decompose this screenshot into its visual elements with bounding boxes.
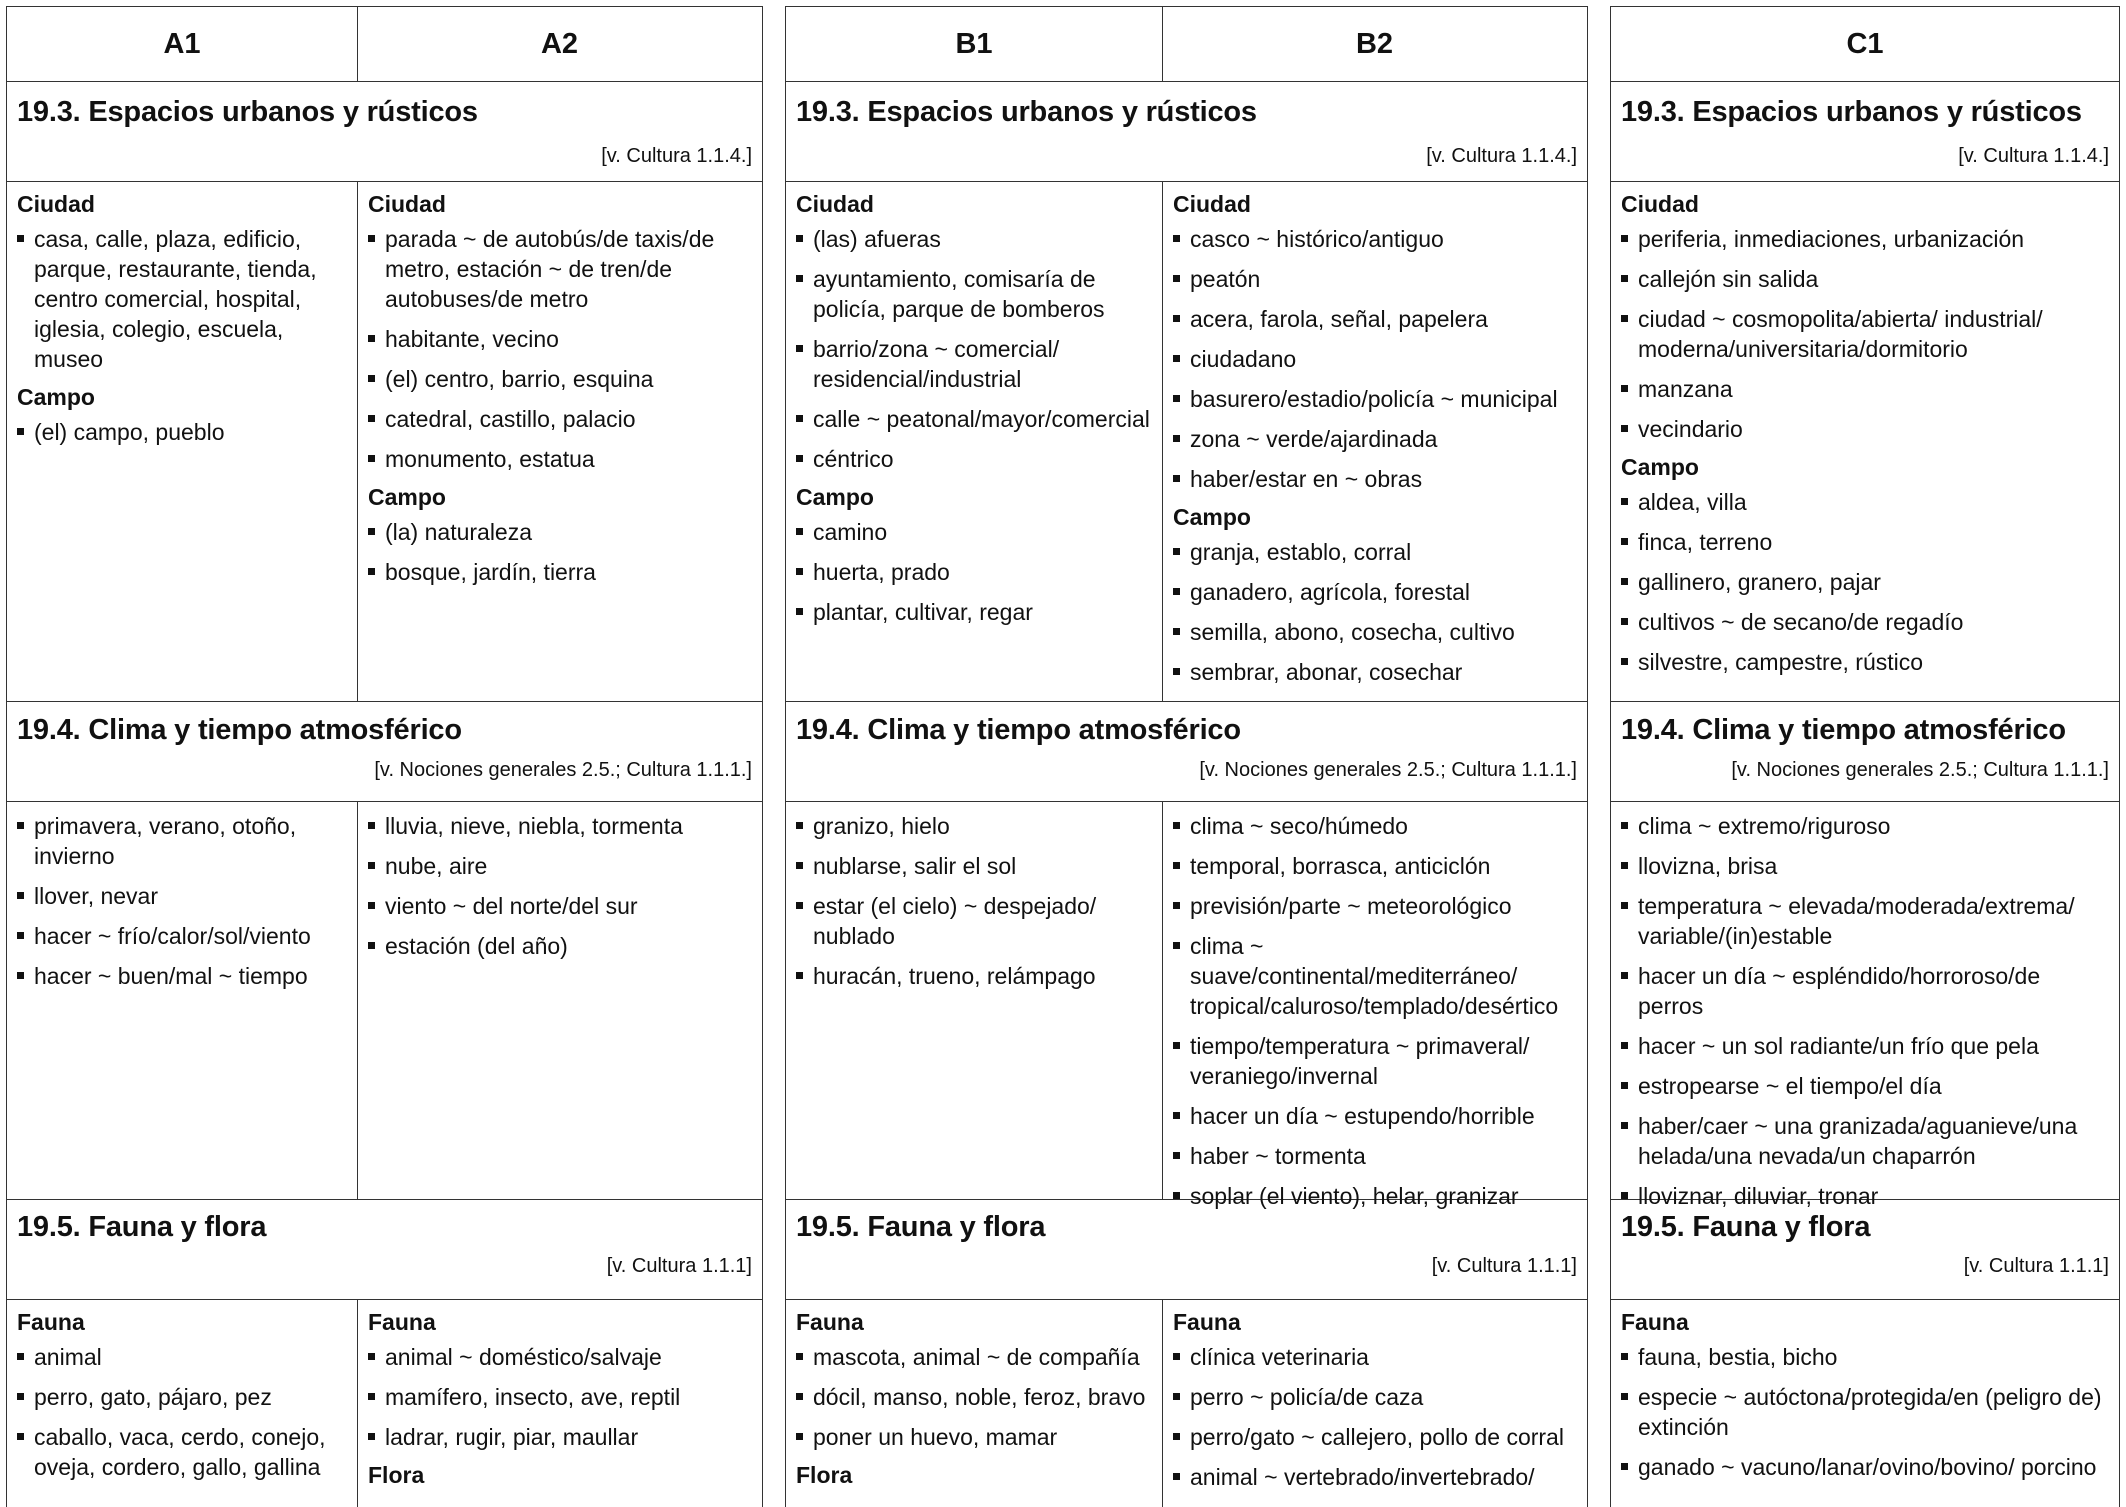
subheading-fauna: Fauna	[1173, 1309, 1241, 1335]
list-item: ganado ~ vacuno/lanar/ovino/bovino/ porcino	[1621, 1452, 2111, 1482]
level-header-b1: B1	[955, 27, 993, 60]
list-item: haber ~ tormenta	[1173, 1141, 1579, 1171]
list-item: granizo, hielo	[796, 811, 1154, 841]
list-item: perro/gato ~ callejero, pollo de corral	[1173, 1422, 1579, 1452]
level-header-row	[1611, 7, 2119, 82]
section-title-19-5	[786, 1199, 1587, 1300]
list-item: casa, calle, plaza, edificio, parque, restaurante, tienda, centro comercial, hospital, iglesia, colegio, escuela, museo	[17, 224, 349, 374]
list-item: bosque, jardín, tierra	[368, 557, 754, 587]
list-item: clínica veterinaria	[1173, 1342, 1579, 1372]
subheading-ciudad: Ciudad	[1173, 191, 1251, 217]
list-item: manzana	[1621, 374, 2111, 404]
list-item: ayuntamiento, comisaría de policía, parque de bomberos	[796, 264, 1154, 324]
list-item: clima ~ extremo/riguroso	[1621, 811, 2111, 841]
section-title-19-4	[7, 701, 762, 802]
cell-b1-19-3	[786, 181, 1162, 701]
subheading-ciudad: Ciudad	[796, 191, 874, 217]
subheading-flora: Flora	[368, 1462, 425, 1488]
subheading-fauna: Fauna	[368, 1309, 436, 1335]
section-heading: 19.4. Clima y tiempo atmosférico	[1621, 714, 2066, 746]
section-reference: [v. Nociones generales 2.5.; Cultura 1.1.1.]	[1199, 759, 1577, 781]
cell-a2-19-3	[357, 181, 762, 701]
list-item: fauna, bestia, bicho	[1621, 1342, 2111, 1372]
section-heading: 19.4. Clima y tiempo atmosférico	[796, 714, 1241, 746]
list-item: animal ~ doméstico/salvaje	[368, 1342, 754, 1372]
level-header-c1: C1	[1846, 27, 1884, 60]
subheading-campo: Campo	[796, 484, 874, 510]
list-item: estación (del año)	[368, 931, 754, 961]
list-item: haber/caer ~ una granizada/aguanieve/una helada/una nevada/un chaparrón	[1621, 1111, 2111, 1171]
list-item: llover, nevar	[17, 881, 349, 911]
list-item: monumento, estatua	[368, 444, 754, 474]
list-item: sembrar, abonar, cosechar	[1173, 657, 1579, 687]
subheading-ciudad: Ciudad	[368, 191, 446, 217]
list-item: clima ~ seco/húmedo	[1173, 811, 1579, 841]
list-item: hacer ~ buen/mal ~ tiempo	[17, 961, 349, 991]
list-item: catedral, castillo, palacio	[368, 404, 754, 434]
list-item: temperatura ~ elevada/moderada/extrema/ variable/(in)estable	[1621, 891, 2111, 951]
subheading-campo: Campo	[1173, 504, 1251, 530]
subheading-campo: Campo	[368, 484, 446, 510]
section-body-19-3	[7, 181, 762, 702]
list-item: viento ~ del norte/del sur	[368, 891, 754, 921]
list-item: huracán, trueno, relámpago	[796, 961, 1154, 991]
section-reference: [v. Cultura 1.1.4.]	[1958, 145, 2109, 167]
cell-c1-19-4	[1611, 801, 2119, 1209]
list-item: parada ~ de autobús/de taxis/de metro, estación ~ de tren/de autobuses/de metro	[368, 224, 754, 314]
section-reference: [v. Cultura 1.1.1]	[1431, 1255, 1577, 1277]
list-item: haber/estar en ~ obras	[1173, 464, 1579, 494]
section-body-19-5	[7, 1299, 762, 1507]
cell-b1-19-5	[786, 1299, 1162, 1507]
section-heading: 19.4. Clima y tiempo atmosférico	[17, 714, 462, 746]
list-item: periferia, inmediaciones, urbanización	[1621, 224, 2111, 254]
list-item: animal	[17, 1342, 349, 1372]
cell-c1-19-5	[1611, 1299, 2119, 1507]
list-item: céntrico	[796, 444, 1154, 474]
list-item: lluvia, nieve, niebla, tormenta	[368, 811, 754, 841]
level-header-row	[786, 7, 1587, 82]
list-item: dócil, manso, noble, feroz, bravo	[796, 1382, 1154, 1412]
section-heading: 19.3. Espacios urbanos y rústicos	[1621, 96, 2082, 128]
list-item: especie ~ autóctona/protegida/en (peligro de) extinción	[1621, 1382, 2111, 1442]
level-header-b2: B2	[1355, 27, 1394, 60]
section-heading: 19.5. Fauna y flora	[17, 1211, 267, 1243]
list-item: soplar (el viento), helar, granizar	[1173, 1181, 1579, 1211]
section-heading: 19.3. Espacios urbanos y rústicos	[17, 96, 478, 128]
cell-b2-19-5	[1162, 1299, 1587, 1507]
list-item: (el) campo, pueblo	[17, 417, 349, 447]
list-item: nube, aire	[368, 851, 754, 881]
list-item: llovizna, brisa	[1621, 851, 2111, 881]
list-item: ladrar, rugir, piar, maullar	[368, 1422, 754, 1452]
panel-a	[6, 6, 763, 1507]
list-item: previsión/parte ~ meteorológico	[1173, 891, 1579, 921]
section-body-19-5	[1611, 1299, 2119, 1507]
list-item: peatón	[1173, 264, 1579, 294]
section-reference: [v. Nociones generales 2.5.; Cultura 1.1.1.]	[374, 759, 752, 781]
list-item: vecindario	[1621, 414, 2111, 444]
list-item: caballo, vaca, cerdo, conejo, oveja, cordero, gallo, gallina	[17, 1422, 349, 1482]
list-item: ciudadano	[1173, 344, 1579, 374]
list-item: gallinero, granero, pajar	[1621, 567, 2111, 597]
list-item: mascota, animal ~ de compañía	[796, 1342, 1154, 1372]
section-title-19-3	[786, 81, 1587, 182]
subheading-ciudad: Ciudad	[1621, 191, 1699, 217]
list-item: zona ~ verde/ajardinada	[1173, 424, 1579, 454]
cell-b1-19-4	[786, 801, 1162, 1199]
list-item: semilla, abono, cosecha, cultivo	[1173, 617, 1579, 647]
list-item: (las) afueras	[796, 224, 1154, 254]
list-item: nublarse, salir el sol	[796, 851, 1154, 881]
subheading-ciudad: Ciudad	[17, 191, 95, 217]
subheading-campo: Campo	[17, 384, 95, 410]
list-item: calle ~ peatonal/mayor/comercial	[796, 404, 1154, 434]
subheading-fauna: Fauna	[17, 1309, 85, 1335]
cell-b2-19-4	[1162, 801, 1587, 1209]
list-item: poner un huevo, mamar	[796, 1422, 1154, 1452]
list-item: perro ~ policía/de caza	[1173, 1382, 1579, 1412]
section-body-19-5	[786, 1299, 1587, 1507]
list-item: basurero/estadio/policía ~ municipal	[1173, 384, 1579, 414]
list-item: (el) centro, barrio, esquina	[368, 364, 754, 394]
section-title-19-3	[7, 81, 762, 182]
section-reference: [v. Cultura 1.1.1]	[606, 1255, 752, 1277]
list-item: tiempo/temperatura ~ primaveral/ veraniego/invernal	[1173, 1031, 1579, 1091]
level-header-row	[7, 7, 762, 82]
section-body-19-3	[1611, 181, 2119, 702]
subheading-flora: Flora	[796, 1462, 853, 1488]
list-item: habitante, vecino	[368, 324, 754, 354]
subheading-fauna: Fauna	[1621, 1309, 1689, 1335]
panel-c	[1610, 6, 2120, 1507]
list-item: ciudad ~ cosmopolita/abierta/ industrial/ moderna/universitaria/dormitorio	[1621, 304, 2111, 364]
section-body-19-4	[7, 801, 762, 1200]
section-title-19-5	[7, 1199, 762, 1300]
list-item: hacer un día ~ estupendo/horrible	[1173, 1101, 1579, 1131]
list-item: cultivos ~ de secano/de regadío	[1621, 607, 2111, 637]
list-item: hacer ~ frío/calor/sol/viento	[17, 921, 349, 951]
section-reference: [v. Cultura 1.1.4.]	[1426, 145, 1577, 167]
cell-a2-19-5	[357, 1299, 762, 1507]
cell-a1-19-5	[7, 1299, 357, 1507]
list-item: estar (el cielo) ~ despejado/ nublado	[796, 891, 1154, 951]
section-reference: [v. Cultura 1.1.1]	[1963, 1255, 2109, 1277]
section-heading: 19.5. Fauna y flora	[1621, 1211, 1871, 1243]
list-item: camino	[796, 517, 1154, 547]
list-item: callejón sin salida	[1621, 264, 2111, 294]
section-heading: 19.3. Espacios urbanos y rústicos	[796, 96, 1257, 128]
section-body-19-4	[1611, 801, 2119, 1209]
list-item: lloviznar, diluviar, tronar	[1621, 1181, 2111, 1211]
cell-a1-19-3	[7, 181, 357, 701]
section-heading: 19.5. Fauna y flora	[796, 1211, 1046, 1243]
list-item: acera, farola, señal, papelera	[1173, 304, 1579, 334]
subheading-campo: Campo	[1621, 454, 1699, 480]
section-body-19-3	[786, 181, 1587, 702]
list-item: hacer ~ un sol radiante/un frío que pela	[1621, 1031, 2111, 1061]
cell-c1-19-3	[1611, 181, 2119, 701]
section-body-19-4	[786, 801, 1587, 1209]
list-item: huerta, prado	[796, 557, 1154, 587]
list-item: granja, establo, corral	[1173, 537, 1579, 567]
level-header-a2: A2	[540, 27, 579, 60]
list-item: finca, terreno	[1621, 527, 2111, 557]
section-title-19-4	[1611, 701, 2119, 802]
list-item: ganadero, agrícola, forestal	[1173, 577, 1579, 607]
level-header-a1: A1	[163, 27, 201, 60]
list-item: silvestre, campestre, rústico	[1621, 647, 2111, 677]
list-item: mamífero, insecto, ave, reptil	[368, 1382, 754, 1412]
list-item: barrio/zona ~ comercial/ residencial/industrial	[796, 334, 1154, 394]
list-item: primavera, verano, otoño, invierno	[17, 811, 349, 871]
panel-b	[785, 6, 1588, 1507]
list-item: animal ~ vertebrado/invertebrado/	[1173, 1462, 1579, 1492]
section-reference: [v. Cultura 1.1.4.]	[601, 145, 752, 167]
list-item: temporal, borrasca, anticiclón	[1173, 851, 1579, 881]
list-item: estropearse ~ el tiempo/el día	[1621, 1071, 2111, 1101]
list-item: clima ~ suave/continental/mediterráneo/ tropical/caluroso/templado/desértico	[1173, 931, 1579, 1021]
section-title-19-5	[1611, 1199, 2119, 1300]
cell-a2-19-4	[357, 801, 762, 1199]
list-item: (la) naturaleza	[368, 517, 754, 547]
list-item: plantar, cultivar, regar	[796, 597, 1154, 627]
cell-a1-19-4	[7, 801, 357, 1199]
section-title-19-4	[786, 701, 1587, 802]
list-item: casco ~ histórico/antiguo	[1173, 224, 1579, 254]
section-title-19-3	[1611, 81, 2119, 182]
list-item: perro, gato, pájaro, pez	[17, 1382, 349, 1412]
cell-b2-19-3	[1162, 181, 1587, 701]
list-item: aldea, villa	[1621, 487, 2111, 517]
subheading-fauna: Fauna	[796, 1309, 864, 1335]
list-item: hacer un día ~ espléndido/horroroso/de perros	[1621, 961, 2111, 1021]
section-reference: [v. Nociones generales 2.5.; Cultura 1.1.1.]	[1731, 759, 2109, 781]
